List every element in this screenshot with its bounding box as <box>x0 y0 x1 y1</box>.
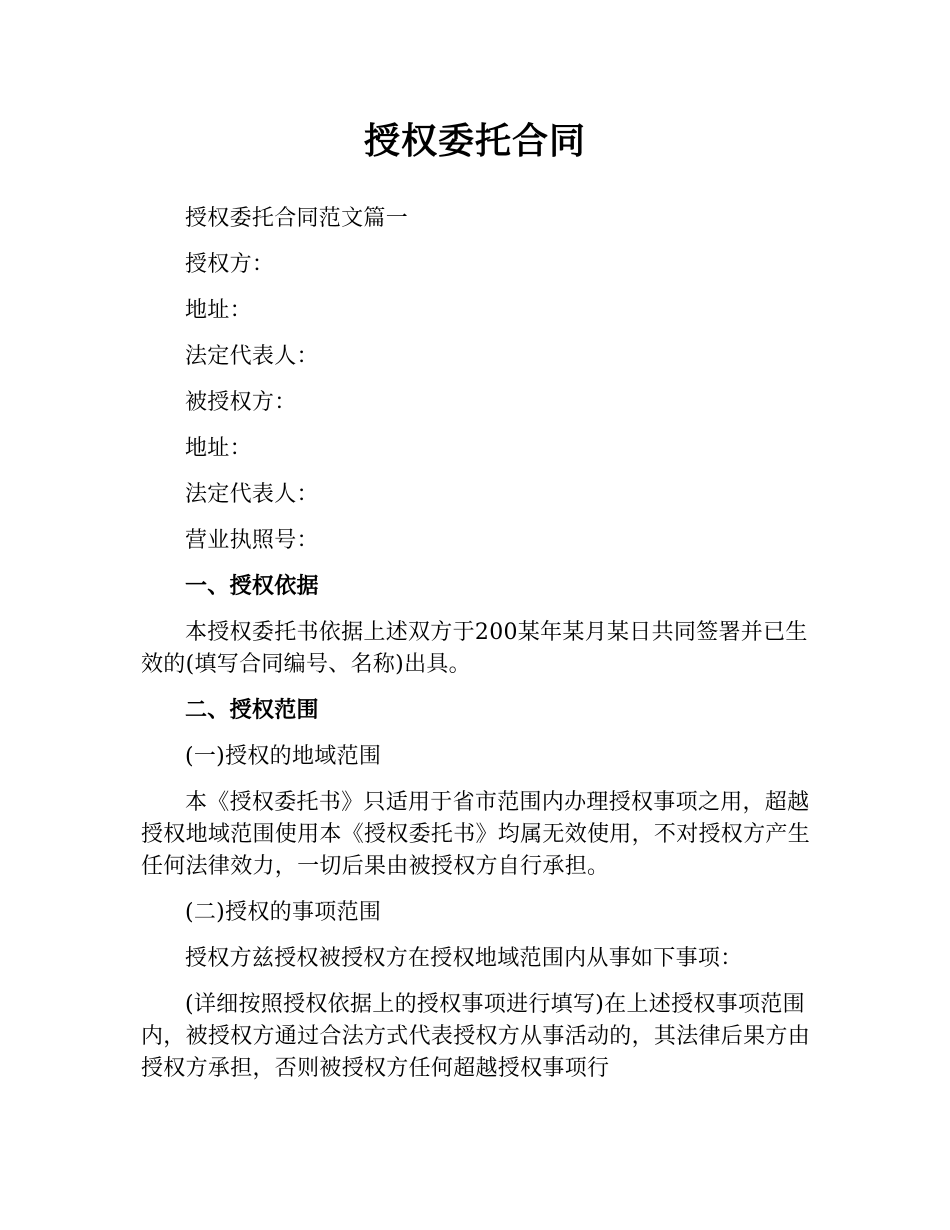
body-paragraph: 授权方： <box>185 252 275 277</box>
document-body <box>141 203 811 1099</box>
section-heading: 二、授权范围 <box>185 698 319 723</box>
body-paragraph: 法定代表人： <box>185 344 319 369</box>
body-paragraph: 法定代表人： <box>185 482 319 507</box>
body-paragraph: (详细按照授权依据上的授权事项进行填写)在上述授权事项范围内，被授权方通过合法方式代表授权方从事活动的，其法律后果方由授权方承担，否则被授权方任何超越授权事项行 <box>141 992 811 1081</box>
body-paragraph: 本《授权委托书》只适用于省市范围内办理授权事项之用，超越授权地域范围使用本《授权委托书》均属无效使用，不对授权方产生任何法律效力，一切后果由被授权方自行承担。 <box>141 790 811 879</box>
section-heading: 一、授权依据 <box>185 574 319 599</box>
body-paragraph: 地址： <box>185 298 252 323</box>
document-title: 授权委托合同 <box>363 121 586 162</box>
body-paragraph: 营业执照号： <box>185 528 319 553</box>
body-paragraph: 授权方兹授权被授权方在授权地域范围内从事如下事项： <box>185 946 743 971</box>
body-paragraph: (一)授权的地域范围 <box>185 744 382 769</box>
body-paragraph: (二)授权的事项范围 <box>185 900 382 925</box>
body-paragraph: 被授权方： <box>185 390 297 415</box>
body-paragraph: 授权委托合同范文篇一 <box>185 206 409 231</box>
body-paragraph: 地址： <box>185 436 252 461</box>
body-paragraph: 本授权委托书依据上述双方于200某年某月某日共同签署并已生效的(填写合同编号、名称)出具。 <box>141 620 808 677</box>
